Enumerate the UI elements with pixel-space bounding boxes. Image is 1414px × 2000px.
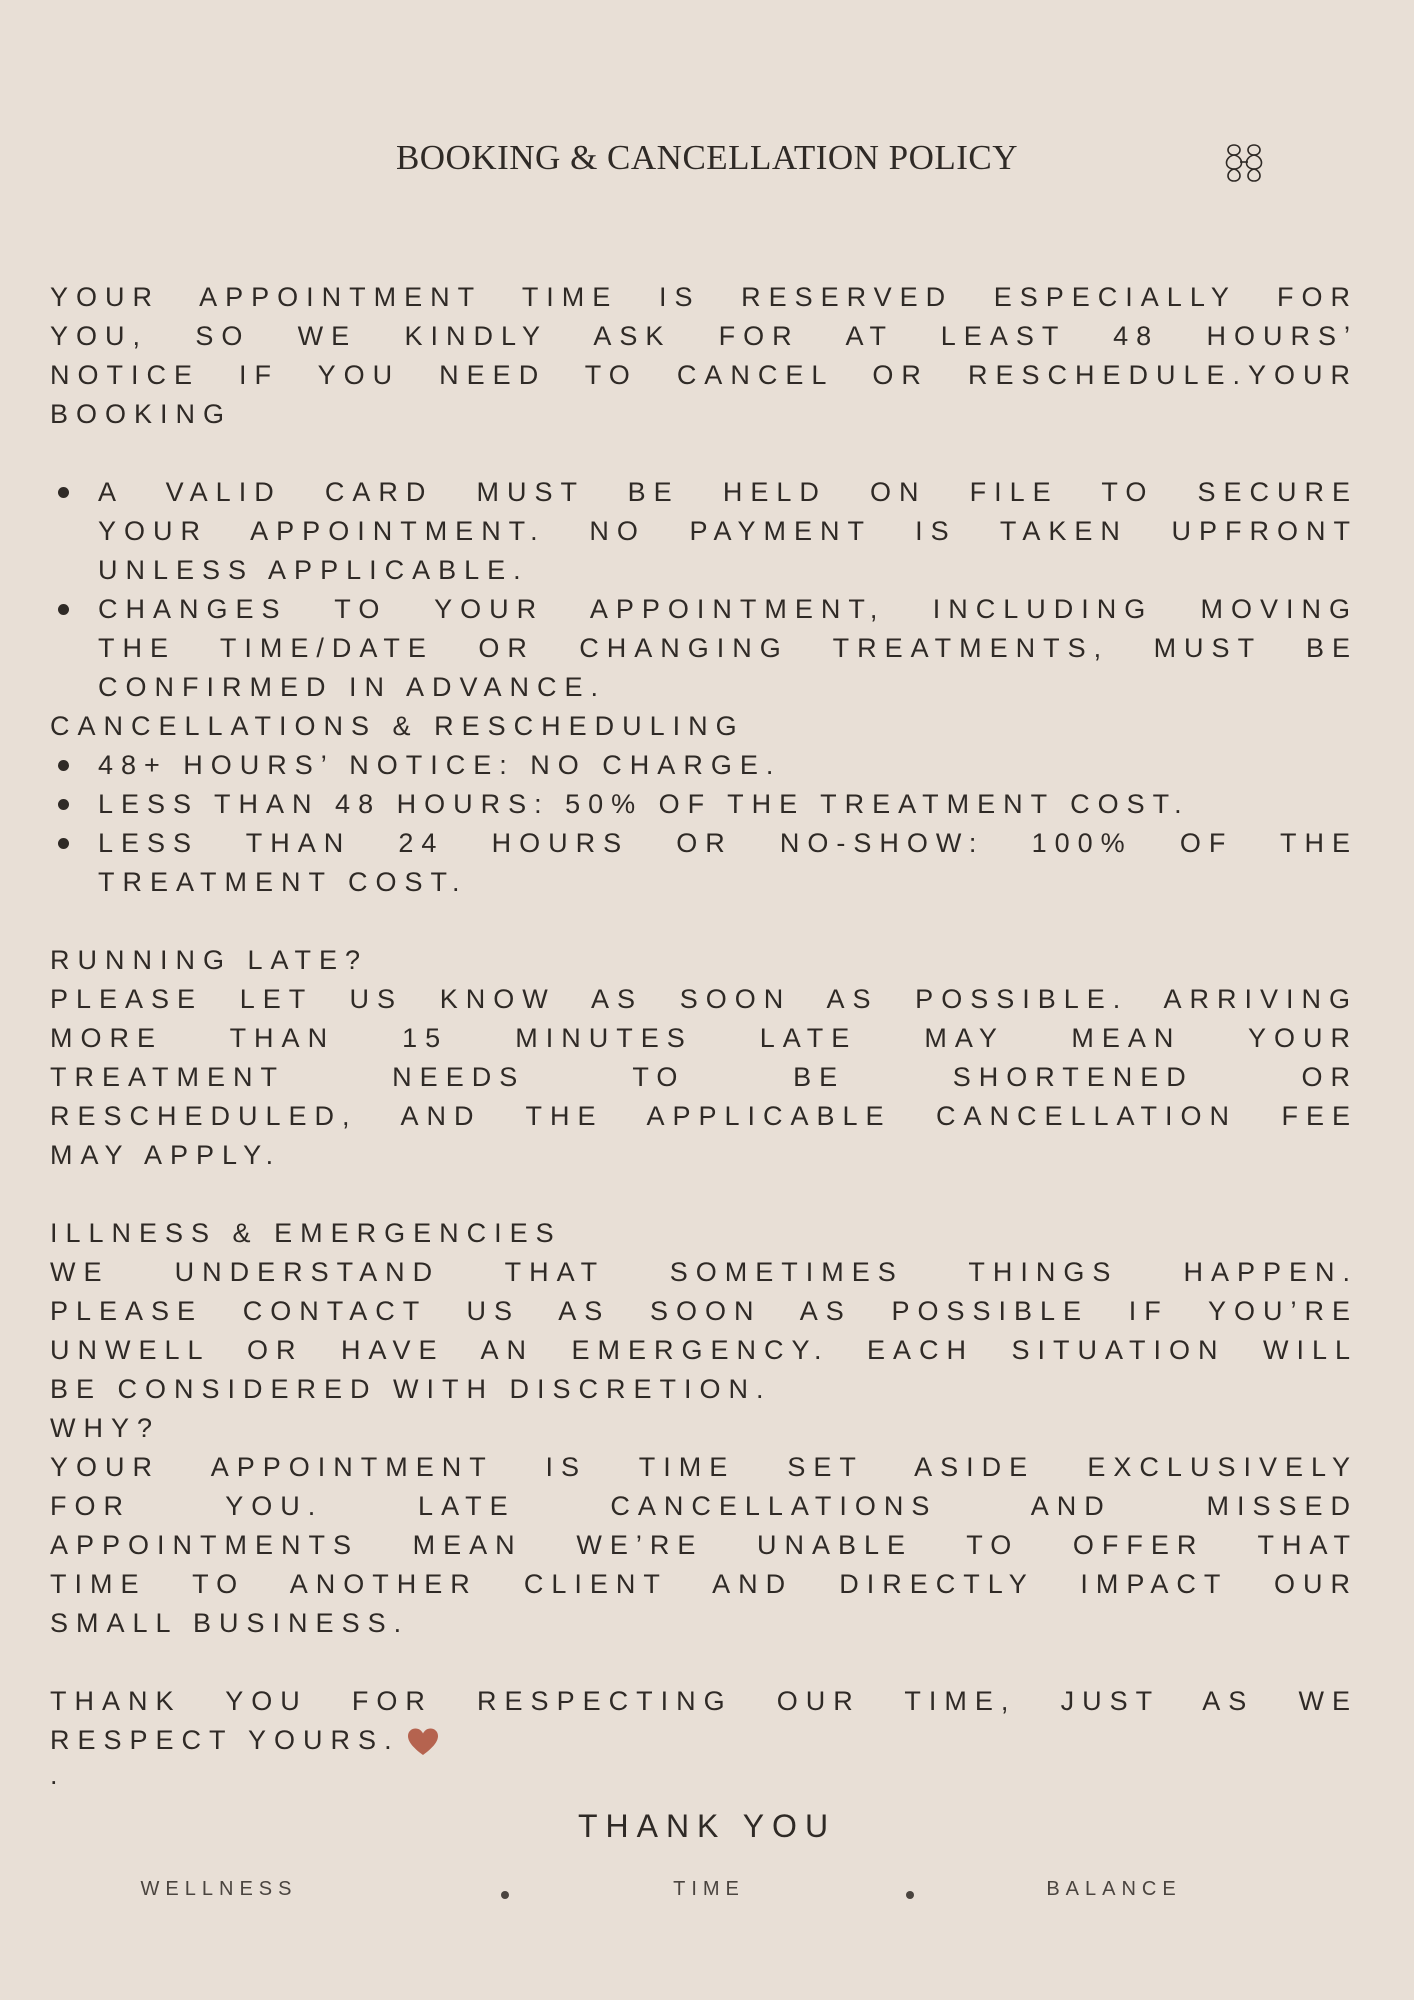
text-line: YOUR APPOINTMENT TIME IS RESERVED ESPECIALLY FOR [50, 282, 1358, 312]
cancellations-heading: CANCELLATIONS & RESCHEDULING [50, 711, 745, 741]
text-line: TREATMENT NEEDS TO BE SHORTENED OR [50, 1062, 1358, 1092]
closing-paragraph [50, 1682, 1358, 1790]
text-line: NOTICE IF YOU NEED TO CANCEL OR RESCHEDULE.YOUR [50, 360, 1358, 390]
text-line: MAY APPLY. [50, 1140, 282, 1170]
bullet-dot [58, 760, 69, 771]
text-line: TIME TO ANOTHER CLIENT AND DIRECTLY IMPACT OUR [50, 1569, 1358, 1599]
text-line: TREATMENT COST. [98, 867, 468, 897]
footer-dot [906, 1891, 914, 1899]
cancellation-bullets [50, 746, 1358, 902]
text-line: RESCHEDULED, AND THE APPLICABLE CANCELLATION FEE [50, 1101, 1358, 1131]
illness-heading: ILLNESS & EMERGENCIES [50, 1218, 562, 1248]
why-paragraph [50, 1448, 1358, 1643]
text-line: APPOINTMENTS MEAN WE’RE UNABLE TO OFFER THAT [50, 1530, 1358, 1560]
policy-content [50, 278, 1358, 1790]
text-line: YOUR APPOINTMENT. NO PAYMENT IS TAKEN UPFRONT [98, 516, 1358, 546]
page-title: BOOKING & CANCELLATION POLICY [395, 138, 1019, 177]
text-line: BOOKING [50, 399, 233, 429]
text-line: THE TIME/DATE OR CHANGING TREATMENTS, MUST BE [98, 633, 1358, 663]
heart-icon [406, 1727, 440, 1757]
running-late-paragraph [50, 980, 1358, 1175]
text-line: UNLESS APPLICABLE. [98, 555, 529, 585]
footer-item-time: TIME [673, 1878, 745, 1900]
text-line: PLEASE LET US KNOW AS SOON AS POSSIBLE. ARRIVING [50, 984, 1358, 1014]
text-line: LESS THAN 48 HOURS: 50% OF THE TREATMENT COST. [98, 789, 1190, 819]
text-line: UNWELL OR HAVE AN EMERGENCY. EACH SITUATION WILL [50, 1335, 1358, 1365]
why-heading: WHY? [50, 1413, 161, 1443]
bullet-dot [58, 604, 69, 615]
text-line: 48+ HOURS’ NOTICE: NO CHARGE. [98, 750, 782, 780]
bullet-dot [58, 838, 69, 849]
text-line: PLEASE CONTACT US AS SOON AS POSSIBLE IF YOU’RE [50, 1296, 1358, 1326]
bullet-dot [58, 487, 69, 498]
footer-item-balance: BALANCE [1046, 1878, 1182, 1900]
list-item [50, 785, 1358, 824]
text-line: BE CONSIDERED WITH DISCRETION. [50, 1374, 772, 1404]
text-line: CHANGES TO YOUR APPOINTMENT, INCLUDING MOVING [98, 594, 1358, 624]
footer [0, 1878, 1414, 1908]
text-line: YOU, SO WE KINDLY ASK FOR AT LEAST 48 HOURS’ [50, 321, 1358, 351]
text-line: MORE THAN 15 MINUTES LATE MAY MEAN YOUR [50, 1023, 1358, 1053]
list-item [50, 590, 1358, 707]
running-late-heading: RUNNING LATE? [50, 945, 369, 975]
text-line: RESPECT YOURS. [50, 1725, 400, 1755]
text-line: A VALID CARD MUST BE HELD ON FILE TO SECURE [98, 477, 1358, 507]
text-line: WE UNDERSTAND THAT SOMETIMES THINGS HAPPEN. [50, 1257, 1358, 1287]
illness-paragraph [50, 1253, 1358, 1409]
text-line: THANK YOU FOR RESPECTING OUR TIME, JUST AS WE [50, 1686, 1358, 1716]
text-line: CONFIRMED IN ADVANCE. [98, 672, 607, 702]
booking-bullets [50, 473, 1358, 707]
list-item [50, 473, 1358, 590]
intro-paragraph [50, 278, 1358, 434]
text-line: LESS THAN 24 HOURS OR NO-SHOW: 100% OF THE [98, 828, 1358, 858]
list-item [50, 824, 1358, 902]
monogram-logo-icon [1220, 139, 1268, 187]
closing-last-line [50, 1721, 1358, 1760]
list-item [50, 746, 1358, 785]
footer-item-wellness: WELLNESS [140, 1878, 298, 1900]
trailing-period: . [50, 1760, 58, 1790]
footer-dot [501, 1891, 509, 1899]
thank-you-text: THANK YOU [577, 1808, 837, 1844]
bullet-dot [58, 799, 69, 810]
text-line: FOR YOU. LATE CANCELLATIONS AND MISSED [50, 1491, 1358, 1521]
text-line: SMALL BUSINESS. [50, 1608, 410, 1638]
text-line: YOUR APPOINTMENT IS TIME SET ASIDE EXCLUSIVELY [50, 1452, 1358, 1482]
